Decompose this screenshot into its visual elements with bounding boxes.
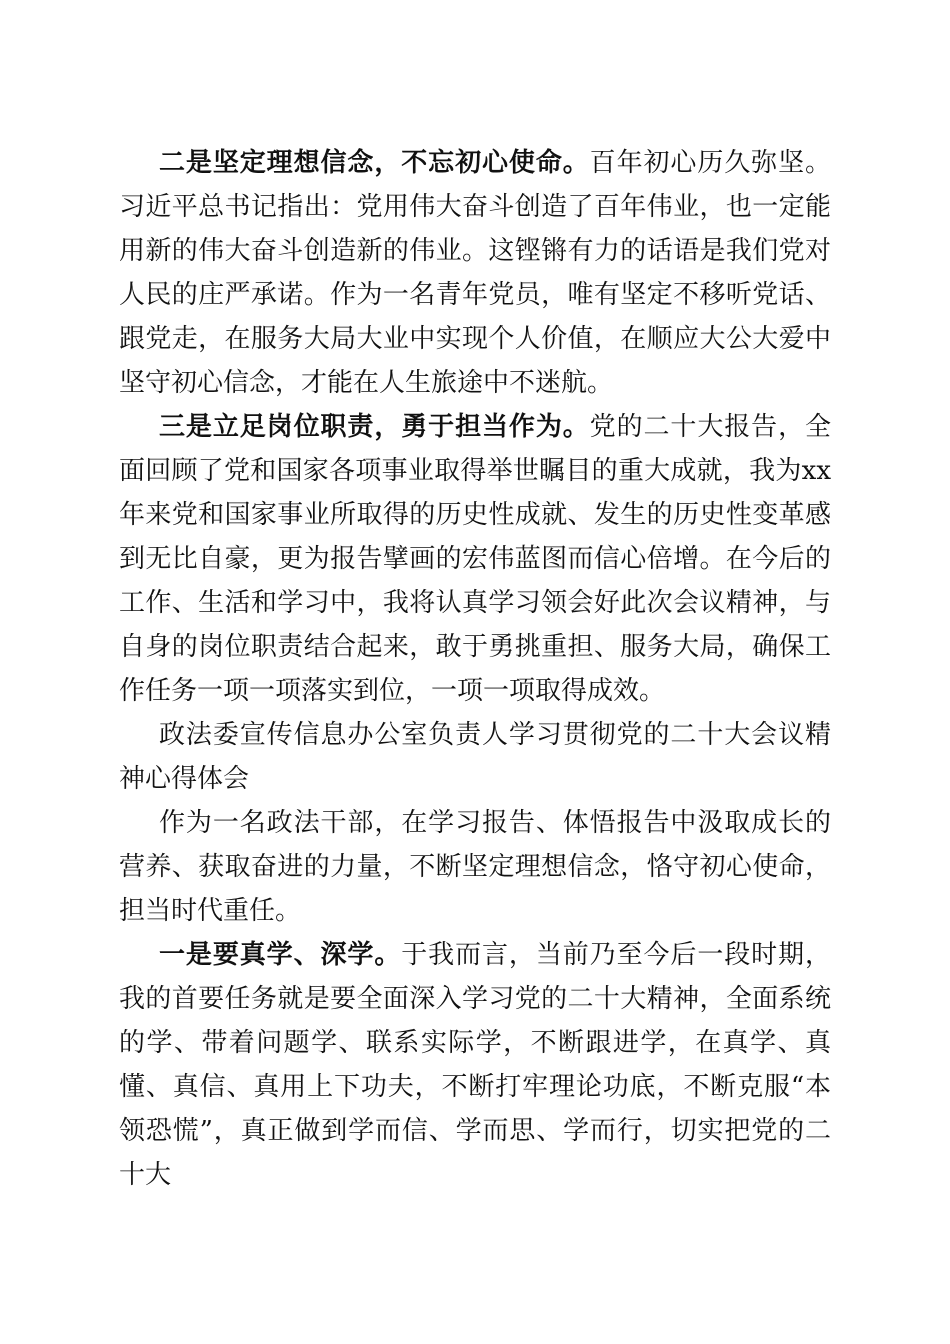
article-title-text: 政法委宣传信息办公室负责人学习贯彻党的二十大会议精神心得体会 [119,720,831,794]
paragraph-text: 作为一名政法干部，在学习报告、体悟报告中汲取成长的营养、获取奋进的力量，不断坚定理想信念，恪守初心使命，担当时代重任。 [119,808,831,926]
paragraph-lead-heading: 二是坚定理想信念，不忘初心使命。 [159,148,590,178]
paragraph-text: 于我而言，当前乃至今后一段时期，我的首要任务就是要全面深入学习党的二十大精神，全面系统的学、带着问题学、联系实际学，不断跟进学，在真学、真懂、真信、真用上下功夫，不断打牢理论功底，不断克服“本领恐慌”，真正做到学而信、学而思、学而行，切实把党的二十大 [119,940,831,1190]
article-title [119,713,831,801]
paragraph-text: 百年初心历久弥坚。习近平总书记指出：党用伟大奋斗创造了百年伟业，也一定能用新的伟大奋斗创造新的伟业。这铿锵有力的话语是我们党对人民的庄严承诺。作为一名青年党员，唯有坚定不移听党话、跟党走，在服务大局大业中实现个人价值，在顺应大公大爱中坚守初心信念，才能在人生旅途中不迷航。 [119,148,831,398]
paragraph-text: 党的二十大报告，全面回顾了党和国家各项事业取得举世瞩目的重大成就，我为xx年来党和国家事业所取得的历史性成就、发生的历史性变革感到无比自豪，更为报告擘画的宏伟蓝图而信心倍增。在今后的工作、生活和学习中，我将认真学习领会好此次会议精神，与自身的岗位职责结合起来，敢于勇挑重担、服务大局，确保工作任务一项一项落实到位，一项一项取得成效。 [119,412,831,706]
document-body [119,141,831,1197]
paragraph-intro [119,801,831,933]
paragraph-ideals-faith [119,141,831,405]
paragraph-true-study [119,933,831,1197]
paragraph-post-duties [119,405,831,713]
paragraph-lead-heading: 一是要真学、深学。 [159,940,402,970]
paragraph-lead-heading: 三是立足岗位职责，勇于担当作为。 [159,412,590,442]
